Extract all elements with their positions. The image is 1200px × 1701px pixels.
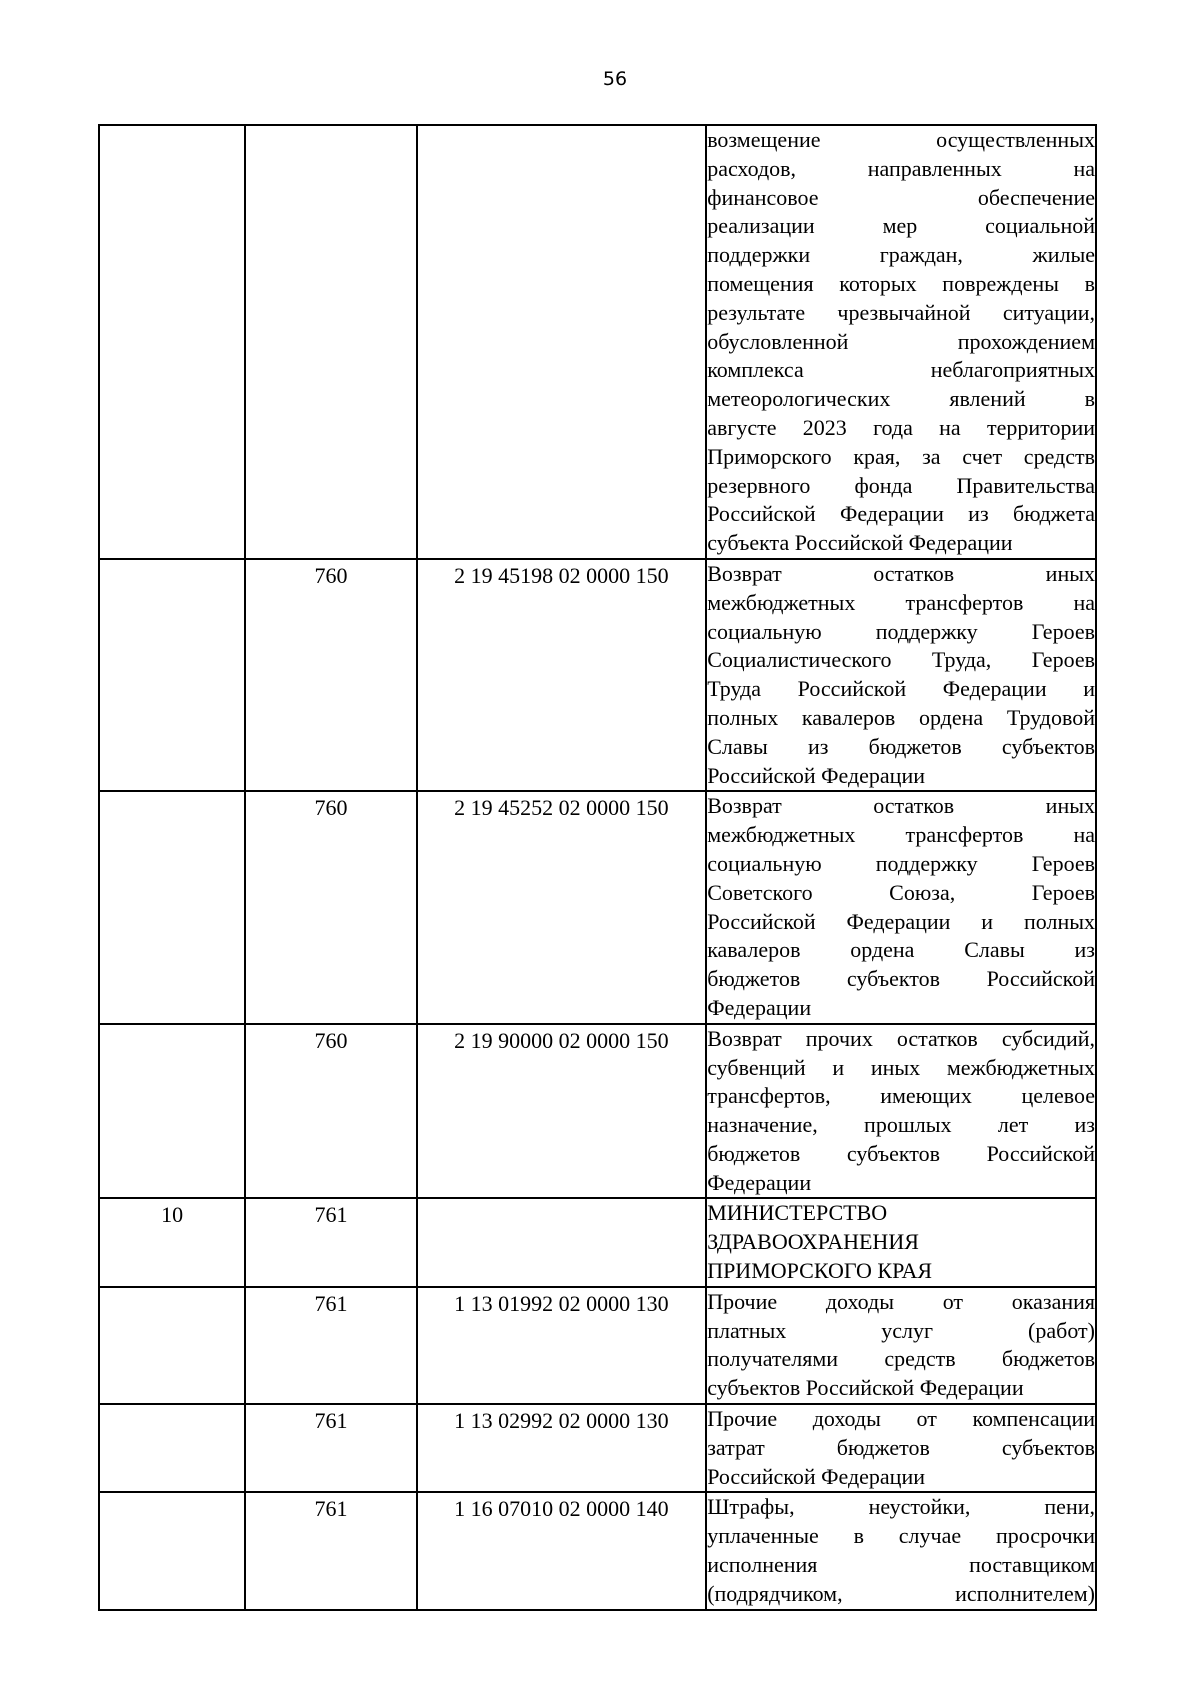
- text-line: Социалистического Труда, Героев: [707, 647, 1095, 673]
- text-line: (подрядчиком, исполнителем): [707, 1580, 1095, 1606]
- text-line: Возврат остатков иных: [707, 560, 1095, 586]
- text-line: метеорологических явлений в: [707, 386, 1095, 412]
- text-line: финансовое обеспечение: [707, 184, 1095, 210]
- text-line: социальную поддержку Героев: [707, 618, 1095, 644]
- text-line: поддержки граждан, жилые: [707, 242, 1095, 268]
- text-line: социальную поддержку Героев: [707, 850, 1095, 876]
- text-line: назначение, прошлых лет из: [707, 1112, 1095, 1138]
- admin-code-cell: 761: [245, 1198, 416, 1286]
- text-line: Федерации: [707, 1169, 812, 1195]
- table-row: [99, 1287, 1096, 1404]
- text-line: Возврат прочих остатков субсидий,: [707, 1025, 1095, 1051]
- text-line: обусловленной прохождением: [707, 328, 1095, 354]
- text-line: августе 2023 года на территории: [707, 414, 1095, 440]
- revenue-name-cell: [706, 1404, 1096, 1492]
- table-row: [99, 1492, 1096, 1609]
- budget-classification-code-cell: 2 19 90000 02 0000 150: [417, 1024, 707, 1199]
- text-line: расходов, направленных на: [707, 155, 1095, 181]
- text-line: Штрафы, неустойки, пени,: [707, 1494, 1095, 1520]
- text-line: кавалеров ордена Славы из: [707, 937, 1095, 963]
- admin-code-cell: 760: [245, 559, 416, 791]
- table-row: [99, 125, 1096, 559]
- text-line: субъектов Российской Федерации: [707, 1375, 1024, 1401]
- text-line: межбюджетных трансфертов на: [707, 589, 1095, 615]
- text-line: Федерации: [707, 994, 812, 1020]
- budget-classification-code-cell: 1 13 01992 02 0000 130: [417, 1287, 707, 1404]
- text-line: полных кавалеров ордена Трудовой: [707, 704, 1095, 730]
- revenue-name-cell: [706, 125, 1096, 559]
- table-row: [99, 791, 1096, 1023]
- administrator-name-cell: [706, 1198, 1096, 1286]
- row-number-cell: 10: [99, 1198, 245, 1286]
- text-line: резервного фонда Правительства: [707, 472, 1095, 498]
- admin-code-cell: 760: [245, 791, 416, 1023]
- budget-classification-code-cell: [417, 1198, 707, 1286]
- text-line: Славы из бюджетов субъектов: [707, 733, 1095, 759]
- page-number: 56: [602, 68, 628, 90]
- admin-code-cell: [245, 125, 416, 559]
- text-line: трансфертов, имеющих целевое: [707, 1083, 1095, 1109]
- table-row: [99, 559, 1096, 791]
- revenue-codes-table: [98, 124, 1097, 1611]
- text-line: результате чрезвычайной ситуации,: [707, 299, 1095, 325]
- text-line: ЗДРАВООХРАНЕНИЯ: [707, 1229, 919, 1255]
- budget-classification-code-cell: 1 16 07010 02 0000 140: [417, 1492, 707, 1609]
- admin-code-cell: 761: [245, 1492, 416, 1609]
- text-line: уплаченные в случае просрочки: [707, 1523, 1095, 1549]
- table-row: [99, 1024, 1096, 1199]
- text-line: Приморского края, за счет средств: [707, 443, 1095, 469]
- revenue-name-cell: [706, 559, 1096, 791]
- text-line: Прочие доходы от оказания: [707, 1288, 1095, 1314]
- row-number-cell: [99, 1024, 245, 1199]
- admin-code-cell: 761: [245, 1287, 416, 1404]
- text-line: Российской Федерации и полных: [707, 908, 1095, 934]
- text-line: комплекса неблагоприятных: [707, 357, 1095, 383]
- text-line: МИНИСТЕРСТВО: [707, 1200, 888, 1226]
- text-line: бюджетов субъектов Российской: [707, 1140, 1095, 1166]
- budget-classification-code-cell: [417, 125, 707, 559]
- row-number-cell: [99, 1404, 245, 1492]
- text-line: бюджетов субъектов Российской: [707, 966, 1095, 992]
- text-line: платных услуг (работ): [707, 1317, 1095, 1343]
- budget-classification-code-cell: 1 13 02992 02 0000 130: [417, 1404, 707, 1492]
- revenue-name-cell: [706, 1024, 1096, 1199]
- revenue-name-cell: [706, 1287, 1096, 1404]
- text-line: Советского Союза, Героев: [707, 879, 1095, 905]
- text-line: помещения которых повреждены в: [707, 270, 1095, 296]
- text-line: ПРИМОРСКОГО КРАЯ: [707, 1258, 933, 1284]
- row-number-cell: [99, 1492, 245, 1609]
- budget-classification-code-cell: 2 19 45252 02 0000 150: [417, 791, 707, 1023]
- text-line: межбюджетных трансфертов на: [707, 822, 1095, 848]
- revenue-name-cell: [706, 791, 1096, 1023]
- text-line: Российской Федерации: [707, 1463, 926, 1489]
- text-line: субвенций и иных межбюджетных: [707, 1054, 1095, 1080]
- table-row: [99, 1198, 1096, 1286]
- text-line: субъекта Российской Федерации: [707, 530, 1013, 556]
- text-line: Труда Российской Федерации и: [707, 676, 1095, 702]
- row-number-cell: [99, 1287, 245, 1404]
- text-line: возмещение осуществленных: [707, 127, 1095, 152]
- text-line: реализации мер социальной: [707, 213, 1095, 239]
- text-line: Российской Федерации из бюджета: [707, 501, 1095, 527]
- text-line: получателями средств бюджетов: [707, 1346, 1095, 1372]
- revenue-name-cell: [706, 1492, 1096, 1609]
- text-line: затрат бюджетов субъектов: [707, 1434, 1095, 1460]
- text-line: Возврат остатков иных: [707, 793, 1095, 819]
- text-line: Российской Федерации: [707, 762, 926, 788]
- budget-classification-code-cell: 2 19 45198 02 0000 150: [417, 559, 707, 791]
- admin-code-cell: 761: [245, 1404, 416, 1492]
- table-row: [99, 1404, 1096, 1492]
- text-line: Прочие доходы от компенсации: [707, 1406, 1095, 1432]
- row-number-cell: [99, 125, 245, 559]
- row-number-cell: [99, 559, 245, 791]
- admin-code-cell: 760: [245, 1024, 416, 1199]
- row-number-cell: [99, 791, 245, 1023]
- text-line: исполнения поставщиком: [707, 1552, 1095, 1578]
